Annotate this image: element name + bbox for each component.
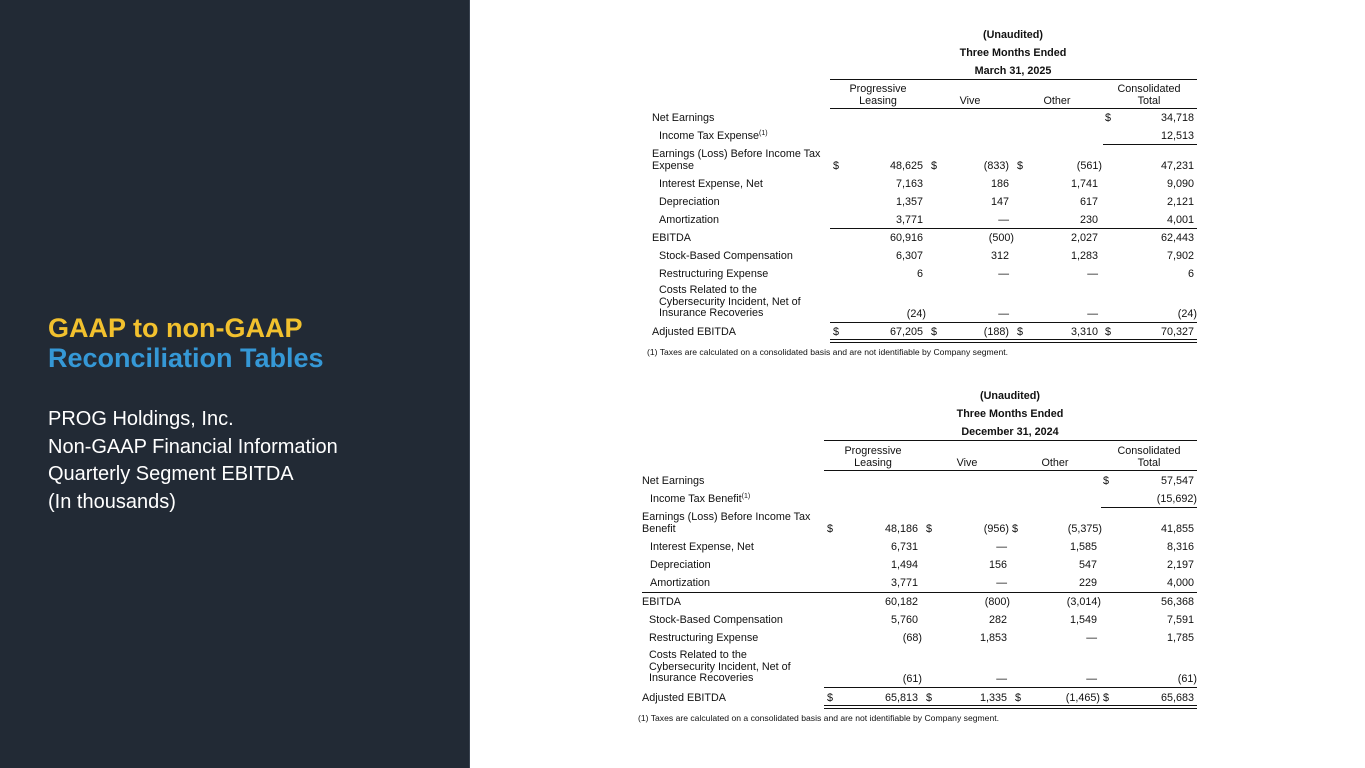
currency-symbol: $ (931, 160, 938, 172)
currency-symbol: $ (1105, 112, 1112, 124)
row-label-ebitda: EBITDA (652, 232, 691, 244)
cell-adj-ebitda-other: (1,465) (1065, 692, 1100, 704)
row-label-earnings-before-tax: Earnings (Loss) Before Income Tax Expense (652, 148, 821, 172)
cell-cyber-other: — (1087, 308, 1098, 320)
cell-restructuring-other: — (1087, 268, 1098, 280)
subtotal-rule (1103, 144, 1197, 145)
cell-depreciation-total: 2,197 (1166, 559, 1194, 571)
column-header-rule (824, 470, 1197, 471)
cell-adj-ebitda-vive: (188) (983, 326, 1009, 338)
row-label-cyber-costs: Costs Related to the Cybersecurity Incident, Net of Insurance Recoveries (649, 649, 791, 684)
cell-income-tax-total: 12,513 (1160, 130, 1194, 142)
cell-restructuring-progressive: 6 (916, 268, 923, 280)
cell-depreciation-total: 2,121 (1166, 196, 1194, 208)
currency-symbol: $ (926, 692, 933, 704)
column-header-progressive-leasing: Progressive Leasing (849, 83, 907, 107)
cell-restructuring-vive: — (998, 268, 1009, 280)
subtotal-rule (642, 592, 1197, 593)
row-label-net-earnings: Net Earnings (642, 475, 705, 487)
row-label-restructuring: Restructuring Expense (659, 268, 769, 280)
currency-symbol: $ (827, 692, 834, 704)
cell-depreciation-progressive: 1,494 (890, 559, 918, 571)
row-label-earnings-before-tax: Earnings (Loss) Before Income Tax Benefit (642, 511, 811, 535)
cell-cyber-vive: — (998, 308, 1009, 320)
cell-stock-comp-progressive: 6,307 (895, 250, 923, 262)
cell-depreciation-other: 547 (1078, 559, 1097, 571)
cell-depreciation-other: 617 (1079, 196, 1098, 208)
cell-amortization-other: 229 (1078, 577, 1097, 589)
subtitle (48, 406, 338, 516)
row-label-adjusted-ebitda: Adjusted EBITDA (652, 326, 737, 338)
cell-ebitda-total: 56,368 (1160, 596, 1194, 608)
row-label-income-tax: Income Tax Benefit$^{(1)}$ (650, 493, 751, 505)
cell-amortization-vive: — (998, 214, 1009, 226)
row-label-amortization: Amortization (659, 214, 720, 226)
currency-symbol: $ (1105, 326, 1112, 338)
cell-interest-progressive: 7,163 (895, 178, 923, 190)
currency-symbol: $ (1015, 692, 1022, 704)
currency-symbol: $ (1012, 523, 1019, 535)
cell-interest-vive: — (996, 541, 1007, 553)
cell-ebitda-vive: (800) (984, 596, 1010, 608)
cell-interest-other: 1,741 (1070, 178, 1098, 190)
subtotal-rule (1101, 507, 1197, 508)
cell-ebt-other: (561) (1076, 160, 1102, 172)
cell-amortization-progressive: 3,771 (895, 214, 923, 226)
currency-symbol: $ (833, 160, 840, 172)
cell-depreciation-vive: 147 (990, 196, 1009, 208)
row-label-depreciation: Depreciation (659, 196, 720, 208)
header-rule (830, 79, 1197, 80)
column-header-vive: Vive (959, 95, 981, 107)
cell-depreciation-vive: 156 (988, 559, 1007, 571)
cell-amortization-other: 230 (1079, 214, 1098, 226)
cell-restructuring-total: 1,785 (1166, 632, 1194, 644)
row-label-interest: Interest Expense, Net (659, 178, 763, 190)
cell-amortization-total: 4,001 (1166, 214, 1194, 226)
cell-adj-ebitda-total: 65,683 (1160, 692, 1194, 704)
header-rule (824, 440, 1197, 441)
cell-adj-ebitda-vive: 1,335 (979, 692, 1007, 704)
currency-symbol: $ (827, 523, 834, 535)
footnote-marker: (1) (759, 130, 768, 137)
row-label-stock-comp: Stock-Based Compensation (649, 614, 783, 626)
cell-interest-total: 8,316 (1166, 541, 1194, 553)
cell-amortization-total: 4,000 (1166, 577, 1194, 589)
cell-stock-comp-progressive: 5,760 (890, 614, 918, 626)
cell-interest-other: 1,585 (1069, 541, 1097, 553)
cell-ebitda-progressive: 60,916 (889, 232, 923, 244)
cell-ebt-vive: (956) (983, 523, 1009, 535)
footnote: (1) Taxes are calculated on a consolidated basis and are not identifiable by Company segment. (647, 347, 1008, 357)
subtotal-rule (830, 322, 1197, 323)
table-header-date: March 31, 2025 (974, 65, 1052, 77)
cell-stock-comp-vive: 312 (990, 250, 1009, 262)
row-label-net-earnings: Net Earnings (652, 112, 715, 124)
cell-ebitda-vive: (500) (988, 232, 1014, 244)
column-header-progressive-leasing: Progressive Leasing (844, 445, 902, 469)
cell-restructuring-vive: 1,853 (979, 632, 1007, 644)
table-header-unaudited: (Unaudited) (980, 390, 1040, 402)
cell-ebt-total: 41,855 (1160, 523, 1194, 535)
subtitle-report: Non-GAAP Financial Information (48, 435, 338, 458)
cell-depreciation-progressive: 1,357 (895, 196, 923, 208)
column-header-other: Other (1043, 95, 1071, 107)
total-double-rule (830, 339, 1197, 343)
subtotal-rule (824, 687, 1197, 688)
title-line-2: Reconciliation Tables (48, 343, 324, 373)
cell-ebitda-total: 62,443 (1160, 232, 1194, 244)
currency-symbol: $ (1103, 475, 1110, 487)
row-label-stock-comp: Stock-Based Compensation (659, 250, 793, 262)
currency-symbol: $ (931, 326, 938, 338)
column-header-consolidated: Consolidated Total (1117, 83, 1181, 107)
cell-stock-comp-other: 1,283 (1070, 250, 1098, 262)
title-line-1: GAAP to non-GAAP (48, 313, 303, 343)
table-header-period: Three Months Ended (956, 408, 1064, 420)
cell-restructuring-other: — (1086, 632, 1097, 644)
cell-cyber-vive: — (996, 673, 1007, 685)
cell-ebitda-other: 2,027 (1070, 232, 1098, 244)
table-header-period: Three Months Ended (959, 47, 1067, 59)
footnote: (1) Taxes are calculated on a consolidated basis and are not identifiable by Company segment. (638, 713, 999, 723)
cell-net-earnings-total: 34,718 (1160, 112, 1194, 124)
cell-interest-total: 9,090 (1166, 178, 1194, 190)
cell-net-earnings-total: 57,547 (1160, 475, 1194, 487)
column-header-rule (830, 108, 1197, 109)
table-header-unaudited: (Unaudited) (983, 29, 1043, 41)
cell-adj-ebitda-other: 3,310 (1070, 326, 1098, 338)
subtitle-section: Quarterly Segment EBITDA (48, 463, 294, 485)
cell-ebt-progressive: 48,625 (889, 160, 923, 172)
cell-ebitda-other: (3,014) (1066, 596, 1101, 608)
row-label-restructuring: Restructuring Expense (649, 632, 759, 644)
column-header-vive: Vive (956, 457, 978, 469)
left-panel (0, 0, 470, 768)
cell-amortization-progressive: 3,771 (890, 577, 918, 589)
cell-ebt-other: (5,375) (1067, 523, 1102, 535)
cell-adj-ebitda-progressive: 67,205 (889, 326, 923, 338)
cell-cyber-progressive: (24) (906, 308, 926, 320)
footnote-marker: (1) (741, 493, 751, 500)
cell-cyber-total: (24) (1177, 308, 1197, 320)
subtitle-units: (In thousands) (48, 490, 176, 513)
row-label-depreciation: Depreciation (650, 559, 711, 571)
cell-restructuring-total: 6 (1187, 268, 1194, 280)
cell-interest-vive: 186 (990, 178, 1009, 190)
cell-cyber-other: — (1086, 673, 1097, 685)
currency-symbol: $ (833, 326, 840, 338)
cell-stock-comp-total: 7,902 (1166, 250, 1194, 262)
subtitle-company: PROG Holdings, Inc. (48, 408, 234, 430)
row-label-amortization: Amortization (650, 577, 711, 589)
cell-adj-ebitda-progressive: 65,813 (884, 692, 918, 704)
column-header-other: Other (1041, 457, 1069, 469)
row-label-adjusted-ebitda: Adjusted EBITDA (642, 692, 727, 704)
column-header-consolidated: Consolidated Total (1117, 445, 1181, 469)
cell-ebt-total: 47,231 (1160, 160, 1194, 172)
cell-amortization-vive: — (996, 577, 1007, 589)
cell-restructuring-progressive: (68) (902, 632, 922, 644)
row-label-interest: Interest Expense, Net (650, 541, 754, 553)
row-label-income-tax: Income Tax Expense$^{(1)}$ (659, 130, 768, 142)
row-label-cyber-costs: Costs Related to the Cybersecurity Incident, Net of Insurance Recoveries (659, 284, 801, 319)
total-double-rule (824, 705, 1197, 709)
currency-symbol: $ (1103, 692, 1110, 704)
cell-stock-comp-other: 1,549 (1069, 614, 1097, 626)
cell-cyber-progressive: (61) (902, 673, 922, 685)
table-header-date: December 31, 2024 (961, 426, 1059, 438)
cell-adj-ebitda-total: 70,327 (1160, 326, 1194, 338)
row-label-ebitda: EBITDA (642, 596, 681, 608)
cell-interest-progressive: 6,731 (890, 541, 918, 553)
currency-symbol: $ (926, 523, 933, 535)
cell-cyber-total: (61) (1177, 673, 1197, 685)
cell-stock-comp-vive: 282 (988, 614, 1007, 626)
subtotal-rule (830, 228, 1197, 229)
cell-ebitda-progressive: 60,182 (884, 596, 918, 608)
cell-ebt-vive: (833) (983, 160, 1009, 172)
cell-stock-comp-total: 7,591 (1166, 614, 1194, 626)
cell-income-tax-total: (15,692) (1156, 493, 1197, 505)
currency-symbol: $ (1017, 160, 1024, 172)
currency-symbol: $ (1017, 326, 1024, 338)
cell-ebt-progressive: 48,186 (884, 523, 918, 535)
